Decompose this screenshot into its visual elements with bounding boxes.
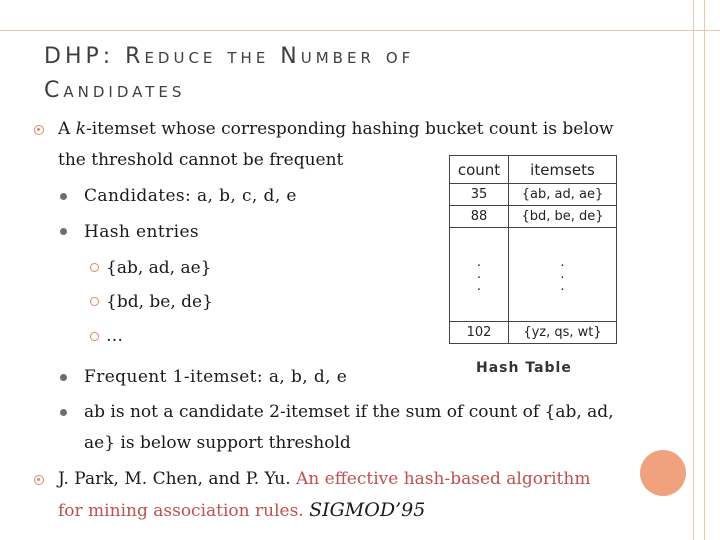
third-level-marker bbox=[90, 332, 99, 341]
bullet-1-line-2: the threshold cannot be frequent bbox=[58, 150, 344, 170]
row-itemsets: {ab, ad, ae} bbox=[509, 184, 617, 206]
bullet-marker bbox=[34, 125, 44, 135]
reference-line-2 bbox=[58, 500, 425, 521]
decorative-circle bbox=[640, 450, 686, 496]
header-itemsets: itemsets bbox=[509, 156, 617, 184]
hash-entry-ellipsis: … bbox=[106, 326, 123, 346]
third-level-marker bbox=[90, 297, 99, 306]
frame-right-line-inner bbox=[704, 0, 705, 540]
vertical-dots: . . . bbox=[476, 254, 482, 294]
hash-table bbox=[449, 155, 617, 344]
sub-bullet-marker bbox=[60, 193, 67, 200]
title-line-1: DHP: Reduce the Number of bbox=[44, 44, 415, 69]
slide-title bbox=[44, 40, 644, 108]
frame-right-line bbox=[693, 0, 694, 540]
third-level-marker bbox=[90, 263, 99, 272]
row-count: 35 bbox=[450, 184, 509, 206]
reference-title-cont: for mining association rules. bbox=[58, 501, 304, 521]
reference-venue: SIGMOD’95 bbox=[309, 499, 426, 521]
row-count: 88 bbox=[450, 206, 509, 228]
candidates-text: Candidates: a, b, c, d, e bbox=[84, 186, 297, 206]
sub-bullet-marker bbox=[60, 374, 67, 381]
table-row bbox=[450, 184, 617, 206]
row-itemsets: {yz, qs, wt} bbox=[509, 322, 617, 344]
table-row bbox=[450, 206, 617, 228]
header-count: count bbox=[450, 156, 509, 184]
frame-top-line bbox=[0, 30, 720, 31]
row-count: 102 bbox=[450, 322, 509, 344]
bullet-1-prefix: A bbox=[58, 119, 76, 139]
hash-table-caption: Hash Table bbox=[476, 360, 572, 376]
reference-title: An effective hash-based algorithm bbox=[296, 469, 591, 489]
sub-bullet-marker bbox=[60, 228, 67, 235]
bullet-1-rest: -itemset whose corresponding hashing bucket count is below bbox=[86, 119, 614, 139]
table-row bbox=[450, 322, 617, 344]
bullet-1-line-1 bbox=[58, 119, 614, 139]
sub-bullet-marker bbox=[60, 409, 67, 416]
bullet-marker bbox=[34, 475, 44, 485]
hash-entries-text: Hash entries bbox=[84, 222, 200, 242]
reference-line-1 bbox=[58, 469, 590, 489]
row-itemsets: {bd, be, de} bbox=[509, 206, 617, 228]
frequent-itemset-text: Frequent 1-itemset: a, b, d, e bbox=[84, 367, 348, 387]
ab-not-candidate-line-1: ab is not a candidate 2-itemset if the sum of count of {ab, ad, bbox=[84, 402, 614, 422]
ab-not-candidate-line-2: ae} is below support threshold bbox=[84, 433, 351, 453]
table-row-gap bbox=[450, 228, 617, 322]
title-line-2: Candidates bbox=[44, 78, 186, 103]
gap-itemsets bbox=[509, 228, 617, 322]
hash-entry-1: {ab, ad, ae} bbox=[106, 258, 212, 278]
reference-authors: J. Park, M. Chen, and P. Yu. bbox=[58, 469, 297, 489]
gap-count bbox=[450, 228, 509, 322]
hash-entry-2: {bd, be, de} bbox=[106, 292, 213, 312]
bullet-1-k: k bbox=[75, 119, 86, 139]
vertical-dots: . . . bbox=[560, 254, 565, 294]
